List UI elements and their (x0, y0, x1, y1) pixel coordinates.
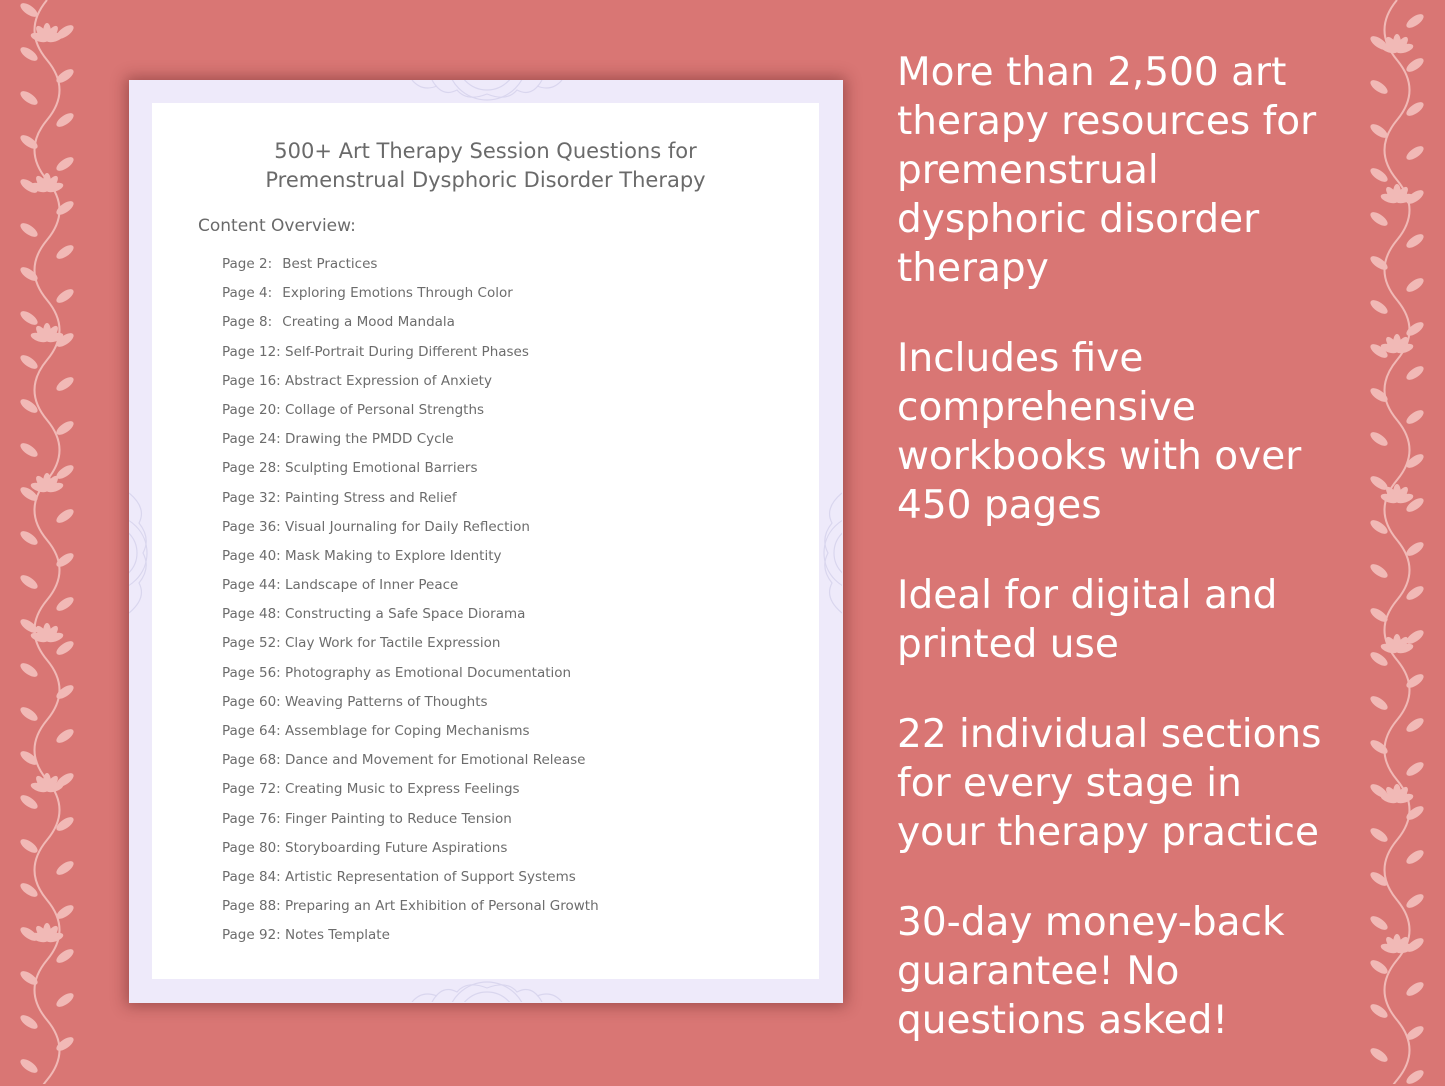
feature-resources: More than 2,500 art therapy resources for premenstrual dysphoric disorder therapy (897, 50, 1317, 291)
toc-entry (222, 284, 599, 313)
toc-page-number: Page 92: (222, 927, 281, 944)
document-title (152, 137, 819, 195)
toc-page-number: Page 36: (222, 518, 281, 535)
toc-page-number: Page 56: (222, 664, 281, 681)
toc-entry-title: Artistic Representation of Support Systems (285, 868, 576, 885)
feature-list (897, 48, 1337, 1086)
mandala-left-decoration (129, 453, 152, 653)
toc-entry-title: Preparing an Art Exhibition of Personal Growth (285, 898, 599, 915)
toc-page-number: Page 24: (222, 431, 281, 448)
toc-entry (222, 839, 599, 868)
toc-entry-title: Mask Making to Explore Identity (285, 547, 502, 564)
toc-entry-title: Storyboarding Future Aspirations (285, 839, 508, 856)
toc-entry-title: Dance and Movement for Emotional Release (285, 752, 586, 769)
toc-entry (222, 693, 599, 722)
toc-page-number: Page 40: (222, 547, 281, 564)
toc-entry (222, 459, 599, 488)
table-of-contents (222, 255, 599, 956)
toc-entry-title: Creating Music to Express Feelings (285, 781, 520, 798)
toc-entry (222, 897, 599, 926)
floral-vine-right-decoration (1350, 0, 1445, 1084)
toc-entry (222, 401, 599, 430)
toc-entry-title: Assemblage for Coping Mechanisms (285, 723, 530, 739)
toc-page-number: Page 2: (222, 256, 273, 272)
feature-sections: 22 individual sections for every stage in your therapy practice (897, 712, 1322, 855)
mandala-bottom-decoration (382, 979, 592, 1002)
toc-entry-title: Collage of Personal Strengths (285, 401, 485, 418)
toc-entry (222, 868, 599, 897)
toc-entry-title: Landscape of Inner Peace (285, 577, 459, 594)
toc-entry (222, 255, 599, 284)
document-sheet (152, 103, 819, 979)
document-title-line-1: 500+ Art Therapy Session Questions for (274, 139, 697, 163)
toc-entry-title: Sculpting Emotional Barriers (285, 460, 478, 477)
toc-page-number: Page 52: (222, 635, 281, 652)
floral-vine-left-decoration (0, 0, 95, 1084)
toc-page-number: Page 60: (222, 693, 281, 710)
toc-entry-title: Constructing a Safe Space Diorama (285, 606, 526, 623)
toc-entry-title: Drawing the PMDD Cycle (285, 431, 454, 448)
toc-entry (222, 518, 599, 547)
toc-page-number: Page 8: (222, 314, 273, 331)
toc-page-number: Page 20: (222, 401, 281, 418)
toc-entry (222, 343, 599, 372)
vine-pattern (1368, 0, 1426, 1084)
toc-page-number: Page 64: (222, 723, 281, 739)
toc-entry-title: Abstract Expression of Anxiety (285, 372, 492, 389)
feature-guarantee: 30-day money-back guarantee! No questions asked! (897, 900, 1285, 1043)
toc-entry-title: Creating a Mood Mandala (282, 314, 455, 331)
toc-page-number: Page 16: (222, 372, 281, 389)
toc-page-number: Page 80: (222, 839, 281, 856)
toc-entry-title: Photography as Emotional Documentation (285, 664, 572, 681)
content-overview-label: Content Overview: (198, 216, 356, 236)
toc-entry (222, 547, 599, 576)
toc-entry-title: Best Practices (282, 256, 378, 272)
toc-page-number: Page 28: (222, 460, 281, 477)
toc-entry-title: Clay Work for Tactile Expression (285, 635, 501, 652)
toc-page-number: Page 68: (222, 752, 281, 769)
mandala-right-decoration (819, 453, 842, 653)
toc-entry (222, 926, 599, 955)
toc-page-number: Page 84: (222, 868, 281, 885)
vine-pattern (18, 0, 76, 1084)
toc-entry (222, 605, 599, 634)
toc-entry (222, 576, 599, 605)
toc-page-number: Page 72: (222, 781, 281, 798)
toc-entry (222, 430, 599, 459)
toc-entry (222, 810, 599, 839)
document-title-line-2: Premenstrual Dysphoric Disorder Therapy (265, 168, 706, 192)
feature-workbooks: Includes five comprehensive workbooks with over 450 pages (897, 336, 1302, 528)
toc-page-number: Page 44: (222, 577, 281, 594)
toc-page-number: Page 4: (222, 285, 273, 302)
toc-entry (222, 313, 599, 342)
mandala-top-decoration (382, 80, 592, 103)
toc-entry (222, 634, 599, 663)
toc-entry (222, 489, 599, 518)
toc-entry-title: Notes Template (285, 927, 390, 944)
toc-entry (222, 780, 599, 809)
toc-entry (222, 664, 599, 693)
toc-entry (222, 722, 599, 751)
toc-entry-title: Weaving Patterns of Thoughts (285, 693, 488, 710)
document-preview (129, 80, 843, 1003)
toc-entry (222, 372, 599, 401)
toc-page-number: Page 88: (222, 898, 281, 915)
toc-entry (222, 751, 599, 780)
feature-digital-printed: Ideal for digital and printed use (897, 573, 1278, 667)
toc-entry-title: Visual Journaling for Daily Reflection (285, 518, 530, 535)
toc-entry-title: Finger Painting to Reduce Tension (285, 810, 512, 827)
toc-page-number: Page 76: (222, 810, 281, 827)
toc-entry-title: Exploring Emotions Through Color (282, 285, 513, 302)
toc-entry-title: Painting Stress and Relief (285, 489, 457, 506)
toc-page-number: Page 32: (222, 489, 281, 506)
toc-page-number: Page 12: (222, 343, 281, 360)
toc-page-number: Page 48: (222, 606, 281, 623)
toc-entry-title: Self-Portrait During Different Phases (285, 343, 529, 360)
